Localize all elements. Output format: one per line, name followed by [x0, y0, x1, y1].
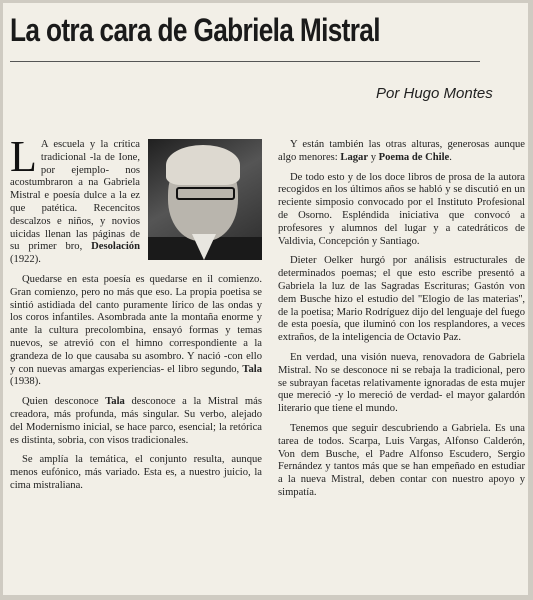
paragraph-text: Y están también las otras alturas, generosas aunque algo menores:: [278, 139, 525, 163]
paragraph-text: (1922).: [10, 254, 41, 266]
paragraph: [10, 274, 262, 389]
paragraph: [10, 454, 262, 492]
drop-cap: L: [10, 132, 37, 181]
book-title: Tala: [242, 363, 262, 375]
paragraph-text: Quien desconoce: [22, 396, 106, 408]
paragraph: Tenemos que seguir descubriendo a Gabriela. Es una tarea de todos. Scarpa, Luis Vargas, Alfonso Calderón, Von dem Busche, el Padre Alfonso Escudero, Sergio Fernández y tantos más que se han empeñado en estudiar a la nueva Mistral, deben contar con nuestro apoyo y simpatía.: [278, 422, 525, 498]
byline: Por Hugo Montes: [376, 85, 493, 102]
paragraph-text: Se amplía la temática, el conjunto resulta, aunque menos eufónico, más variado. Esta es, a nuestro juicio, la cima mistraliana.: [10, 454, 262, 491]
paragraph-text: (1938).: [10, 376, 41, 388]
paragraph-text: .: [449, 151, 452, 163]
paragraph: Dieter Oelker hurgó por análisis estructurales de determinados poemas; el que esto escribe presentó a Gabriela la luz de las Sagradas Escrituras; Gastón von dem Busche hizo el estudio del ''Elogio de las materias'', de la poetisa; Mario Rodríguez dijo del lenguaje del fuego de esta poesía, que iluminó con los resplandores, a veces extraños, de la inteligencia de Octavio Paz.: [278, 255, 525, 344]
book-title: Tala: [105, 396, 125, 408]
right-column: [278, 139, 525, 507]
paragraph: [10, 132, 262, 267]
paragraph-text: A escuela y la crítica tradicional -la de Ione, por ejemplo- nos acostumbraron a na Gabriela Mistral e poesía dulce a la ez que patética. Recencitos descalzos e niños, y novios uicidas llenan las páginas de su primer bro,: [10, 139, 140, 253]
left-column: [10, 132, 262, 500]
paragraph: [10, 396, 262, 447]
book-title: Poema de Chile: [378, 151, 450, 163]
paragraph: [278, 139, 525, 165]
paragraph: De todo esto y de los doce libros de prosa de la autora recogidos en los últimos años se habló y se discutió en un reciente simposio convocado por el Instituto Profesional de Osorno. Espléndida iniciativa que convocó a profesores y alumnos del lugar y a catedráticos de Valdivia, Concepción y Santiago.: [278, 171, 525, 247]
headline-rule: [10, 61, 480, 62]
author-portrait-photo: [148, 139, 262, 260]
paragraph-text: Quedarse en esta poesía es quedarse en il comienzo. Gran comienzo, pero no más que eso. La propia poetisa se sintió astidiada del canto puramente lírico de las ondas y los coros infantiles. Asombrada ante la montaña enorme y ante la cultura precolombina, ensayó formas y temas nuevos, se atrevió con el himno correspondiente a la grandeza de lo que causaba su asombro. Y nació -con ello y con nuevas amargas experiencias- el libro segundo,: [10, 273, 262, 375]
paragraph-text: y: [368, 151, 379, 163]
book-title: Desolación: [91, 241, 140, 253]
paragraph: En verdad, una visión nueva, renovadora de Gabriela Mistral. No se desconoce ni se rebaja la tradicional, pero se subrayan facetas relativamente ignoradas de esta mujer que mereció -y lo mereció de verdad- el mayor galardón literario que tiene el mundo.: [278, 351, 525, 415]
headline: La otra cara de Gabriela Mistral: [10, 12, 380, 48]
paragraph-text: desconoce a la Mistral más creadora, más profunda, más singular. Su verbo, alejado del Modernismo inicial, se hace parco, esencial; la retórica es distinta, sobria, con visos tradicionales.: [10, 396, 262, 446]
book-title: Lagar: [340, 151, 369, 163]
newspaper-clipping: [3, 3, 528, 595]
